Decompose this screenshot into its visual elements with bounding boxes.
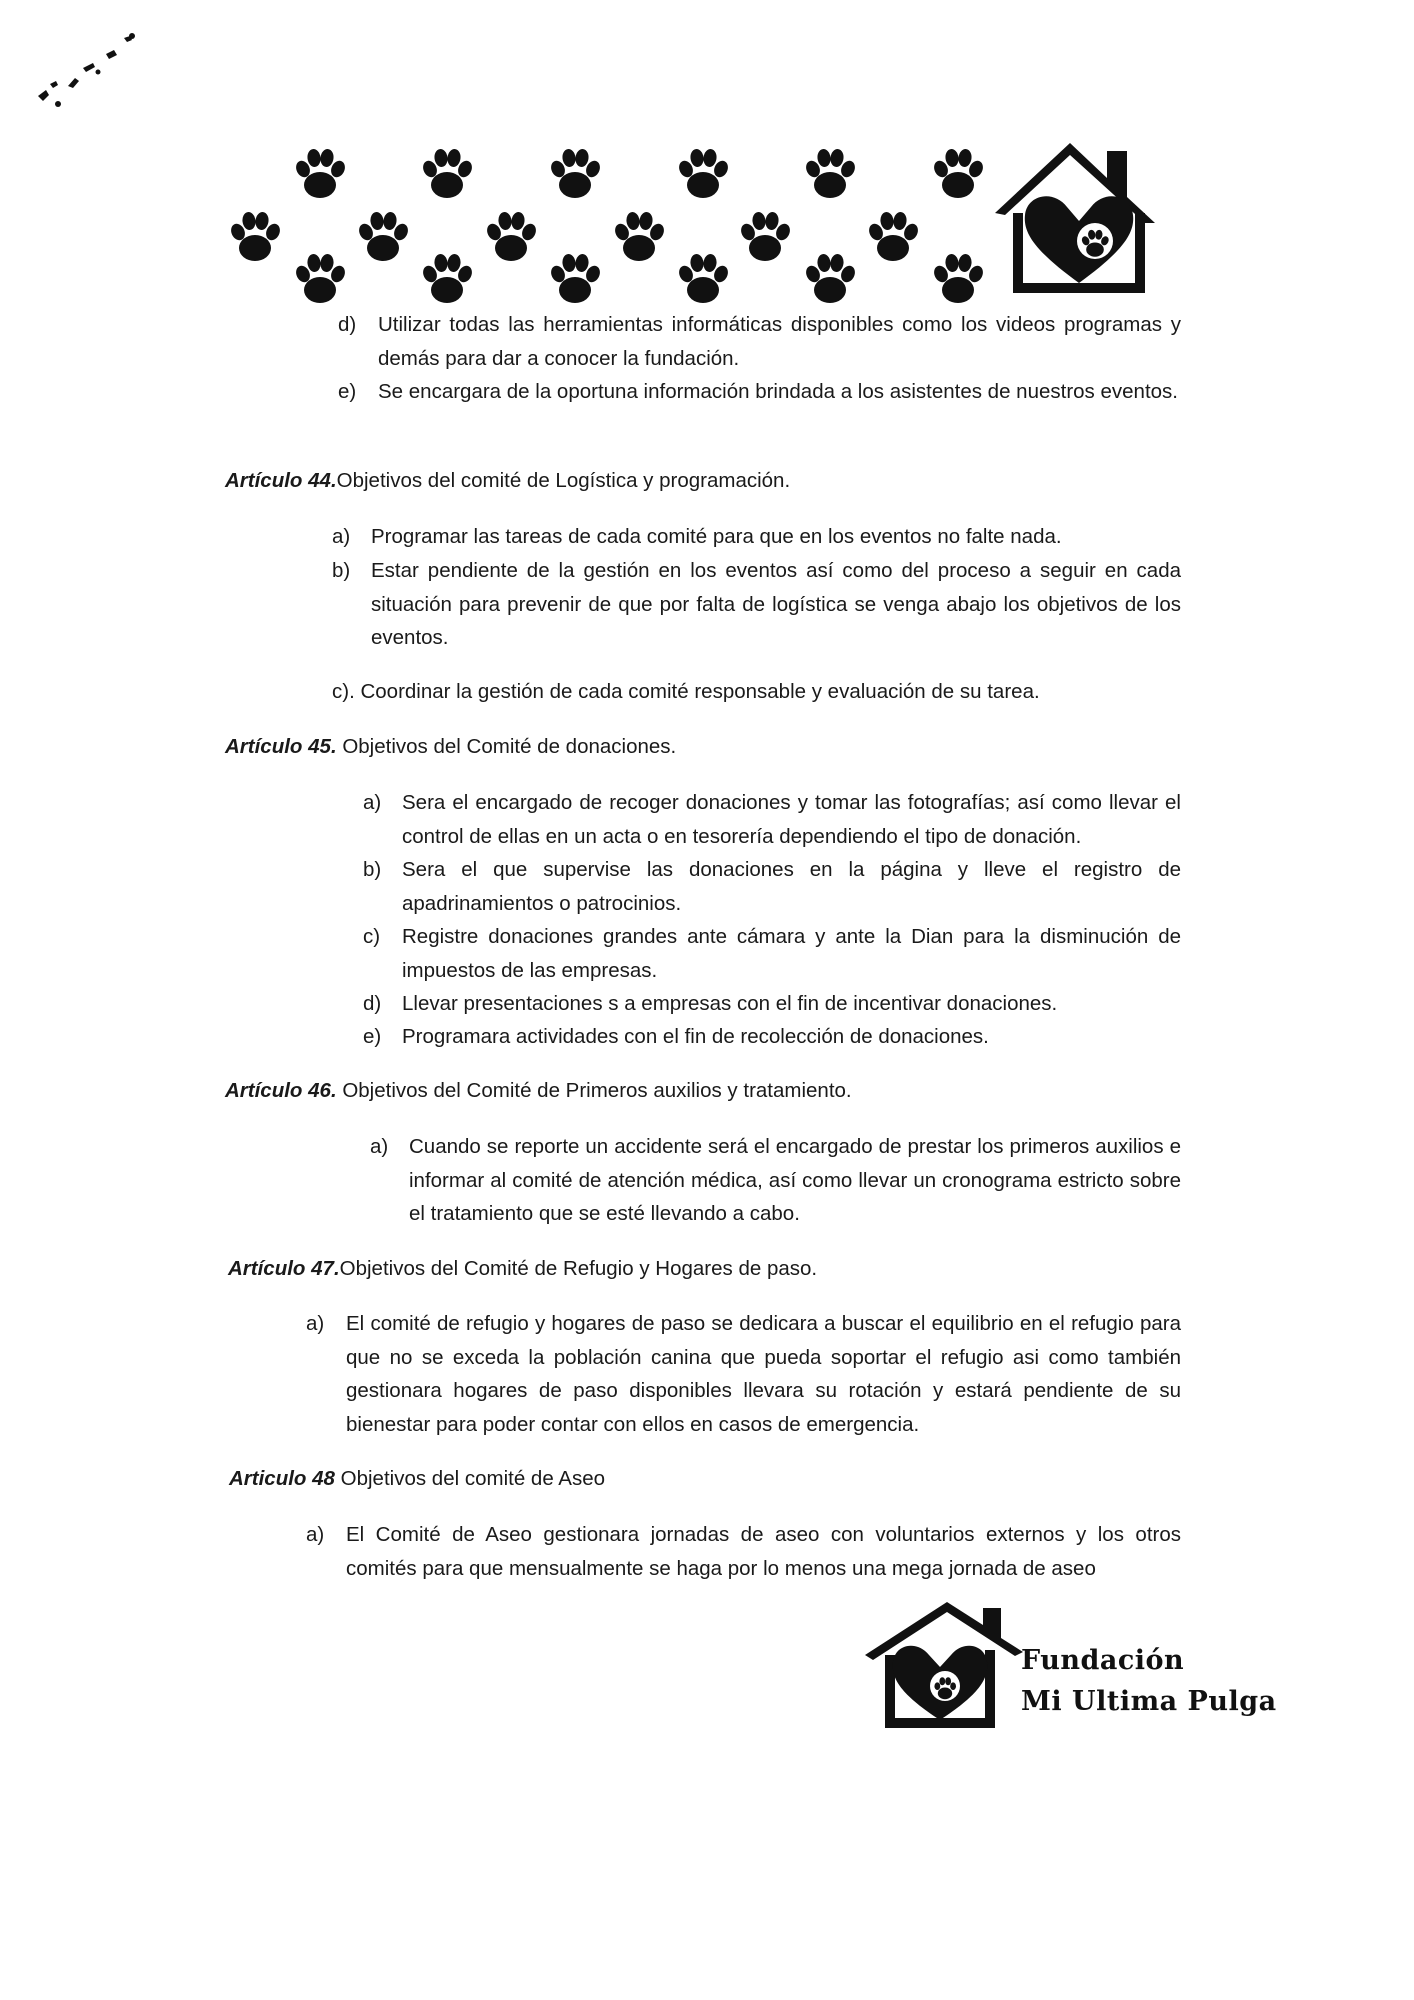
label-a: a) — [306, 1312, 325, 1335]
list-item-text: El Comité de Aseo gestionara jornadas de aseo con voluntarios externos y los otros comités para que mensualmente se haga por lo menos una mega jornada de aseo — [346, 1523, 1181, 1580]
list-item-text: Programara actividades con el fin de recolección de donaciones. — [402, 1025, 989, 1048]
list-item-c: c). Coordinar la gestión de cada comité responsable y evaluación de su tarea. — [332, 680, 1040, 703]
brand-name-line1: Fundación — [1021, 1645, 1185, 1676]
brand-name-line2: Mi Ultima Pulga — [1021, 1686, 1277, 1717]
article-44-heading: Artículo 44.Objetivos del comité de Logística y programación. — [225, 469, 791, 492]
list-item-text: Registre donaciones grandes ante cámara y ante la Dian para la disminución de impuestos de las empresas. — [402, 925, 1181, 982]
label-b: b) — [332, 559, 351, 582]
label-e: e) — [338, 380, 357, 403]
label-b: b) — [363, 858, 382, 881]
article-45-heading: Artículo 45. Objetivos del Comité de donaciones. — [225, 735, 677, 758]
label-a: a) — [370, 1135, 389, 1158]
label-a: a) — [332, 525, 351, 548]
list-item-text: El comité de refugio y hogares de paso se dedicara a buscar el equilibrio en el refugio para que no se exceda la población canina que pueda soportar el refugio asi como también gestionara hogares de paso disponibles llevara su rotación y estará pendiente de su bienestar para poder contar con ellos en casos de emergencia. — [346, 1312, 1181, 1436]
article-47-heading: Artículo 47.Objetivos del Comité de Refugio y Hogares de paso. — [228, 1257, 818, 1280]
list-item-text: Sera el encargado de recoger donaciones y tomar las fotografías; así como llevar el control de ellas en un acta o en tesorería dependiendo el tipo de donación. — [402, 791, 1181, 848]
label-d: d) — [363, 992, 382, 1015]
list-item-text: Utilizar todas las herramientas informáticas disponibles como los videos programas y demás para dar a conocer la fundación. — [378, 313, 1181, 370]
list-item-text: Cuando se reporte un accidente será el encargado de prestar los primeros auxilios e informar al comité de atención médica, así como llevar un cronograma estricto sobre el tratamiento que se esté llevando a cabo. — [409, 1135, 1181, 1225]
paw-print-icon — [229, 148, 986, 303]
label-e: e) — [363, 1025, 382, 1048]
label-a: a) — [363, 791, 382, 814]
list-item-text: Llevar presentaciones s a empresas con el fin de incentivar donaciones. — [402, 992, 1058, 1015]
list-item-text: Sera el que supervise las donaciones en la página y lleve el registro de apadrinamientos o patrocinios. — [402, 858, 1181, 915]
label-a: a) — [306, 1523, 325, 1546]
header-paw-pattern — [225, 128, 1175, 308]
house-heart-paw-icon — [995, 143, 1155, 293]
list-item-text: Se encargara de la oportuna información brindada a los asistentes de nuestros eventos. — [378, 380, 1179, 403]
list-item-text: Estar pendiente de la gestión en los eventos así como del proceso a seguir en cada situación para prevenir de que por falta de logística se venga abajo los objetivos de los eventos. — [371, 559, 1181, 649]
label-d: d) — [338, 313, 357, 336]
article-46-heading: Artículo 46. Objetivos del Comité de Primeros auxilios y tratamiento. — [225, 1079, 852, 1102]
article-48-heading: Articulo 48 Objetivos del comité de Aseo — [229, 1467, 606, 1490]
label-c: c) — [363, 925, 381, 948]
list-item-text: Programar las tareas de cada comité para que en los eventos no falte nada. — [371, 525, 1062, 548]
scan-speckle-marks — [28, 26, 148, 111]
